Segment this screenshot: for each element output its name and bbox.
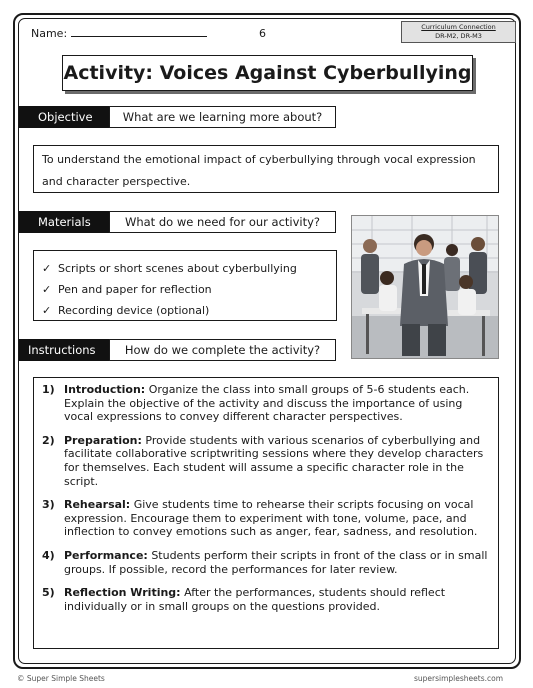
step-text: Give students time to rehearse their scripts focusing on vocal expression. Encourage them to experiment with tone, volume, pace, and inflection to convey emotions such as anger, fear, sadness, and resolution. bbox=[64, 498, 478, 539]
name-line[interactable] bbox=[71, 28, 207, 37]
list-item bbox=[34, 549, 498, 576]
step-text: Organize the class into small groups of 5-6 students each. Explain the objective of the activity and discuss the importance of using vocal expressions to convey different character perspectives. bbox=[64, 383, 470, 424]
step-title: Preparation: bbox=[64, 433, 142, 447]
step-number: 4) bbox=[42, 548, 55, 562]
name-field[interactable] bbox=[31, 27, 207, 40]
objective-header bbox=[19, 106, 336, 128]
activity-photo bbox=[351, 215, 499, 359]
step-number: 2) bbox=[42, 433, 55, 447]
curriculum-title: Curriculum Connection bbox=[421, 23, 496, 31]
material-item-label: Recording device (optional) bbox=[58, 304, 210, 317]
materials-list bbox=[33, 250, 337, 321]
step-text: Students perform their scripts in front of the class or in small groups. If possible, record the performances for later review. bbox=[64, 548, 488, 576]
list-item bbox=[34, 434, 498, 488]
check-icon: ✓ bbox=[42, 262, 52, 275]
objective-label: Objective bbox=[19, 106, 109, 128]
list-item bbox=[34, 586, 498, 613]
material-item-label: Scripts or short scenes about cyberbullying bbox=[58, 262, 297, 275]
objective-text: To understand the emotional impact of cyberbullying through vocal expression and character perspective. bbox=[33, 145, 499, 193]
materials-header bbox=[19, 211, 336, 233]
step-number: 5) bbox=[42, 586, 55, 600]
check-icon: ✓ bbox=[42, 304, 52, 317]
step-title: Performance: bbox=[64, 548, 148, 562]
step-number: 3) bbox=[42, 498, 55, 512]
instructions-header bbox=[19, 339, 336, 361]
curriculum-connection-box bbox=[401, 21, 516, 43]
step-title: Introduction: bbox=[64, 383, 146, 396]
step-text: Provide students with various scenarios of cyberbullying and facilitate collaborative scriptwriting sessions where they develop characters for themselves. Each student will assume a specific character role in the script. bbox=[64, 433, 484, 488]
curriculum-codes: DR-M2, DR-M3 bbox=[435, 32, 482, 40]
check-icon: ✓ bbox=[42, 283, 52, 296]
step-title: Rehearsal: bbox=[64, 498, 131, 512]
materials-label: Materials bbox=[19, 211, 109, 233]
material-item-label: Pen and paper for reflection bbox=[58, 283, 212, 296]
objective-question: What are we learning more about? bbox=[109, 106, 336, 128]
classroom-illustration bbox=[352, 216, 499, 359]
footer-website: supersimplesheets.com bbox=[414, 674, 504, 683]
page-number: 6 bbox=[259, 27, 266, 40]
step-text: After the performances, students should reflect individually or in small groups on the questions provided. bbox=[64, 586, 446, 613]
list-item bbox=[34, 383, 498, 424]
list-item bbox=[42, 279, 328, 300]
list-item bbox=[34, 498, 498, 539]
instructions-question: How do we complete the activity? bbox=[109, 339, 336, 361]
instructions-list bbox=[33, 377, 499, 649]
instructions-label: Instructions bbox=[19, 339, 109, 361]
name-label: Name: bbox=[31, 27, 68, 40]
list-item bbox=[42, 300, 328, 321]
list-item bbox=[42, 258, 328, 279]
step-title: Reflection Writing: bbox=[64, 586, 181, 600]
materials-question: What do we need for our activity? bbox=[109, 211, 336, 233]
footer-copyright: © Super Simple Sheets bbox=[17, 674, 105, 683]
step-number: 1) bbox=[42, 383, 55, 396]
page-title: Activity: Voices Against Cyberbullying bbox=[62, 55, 473, 91]
